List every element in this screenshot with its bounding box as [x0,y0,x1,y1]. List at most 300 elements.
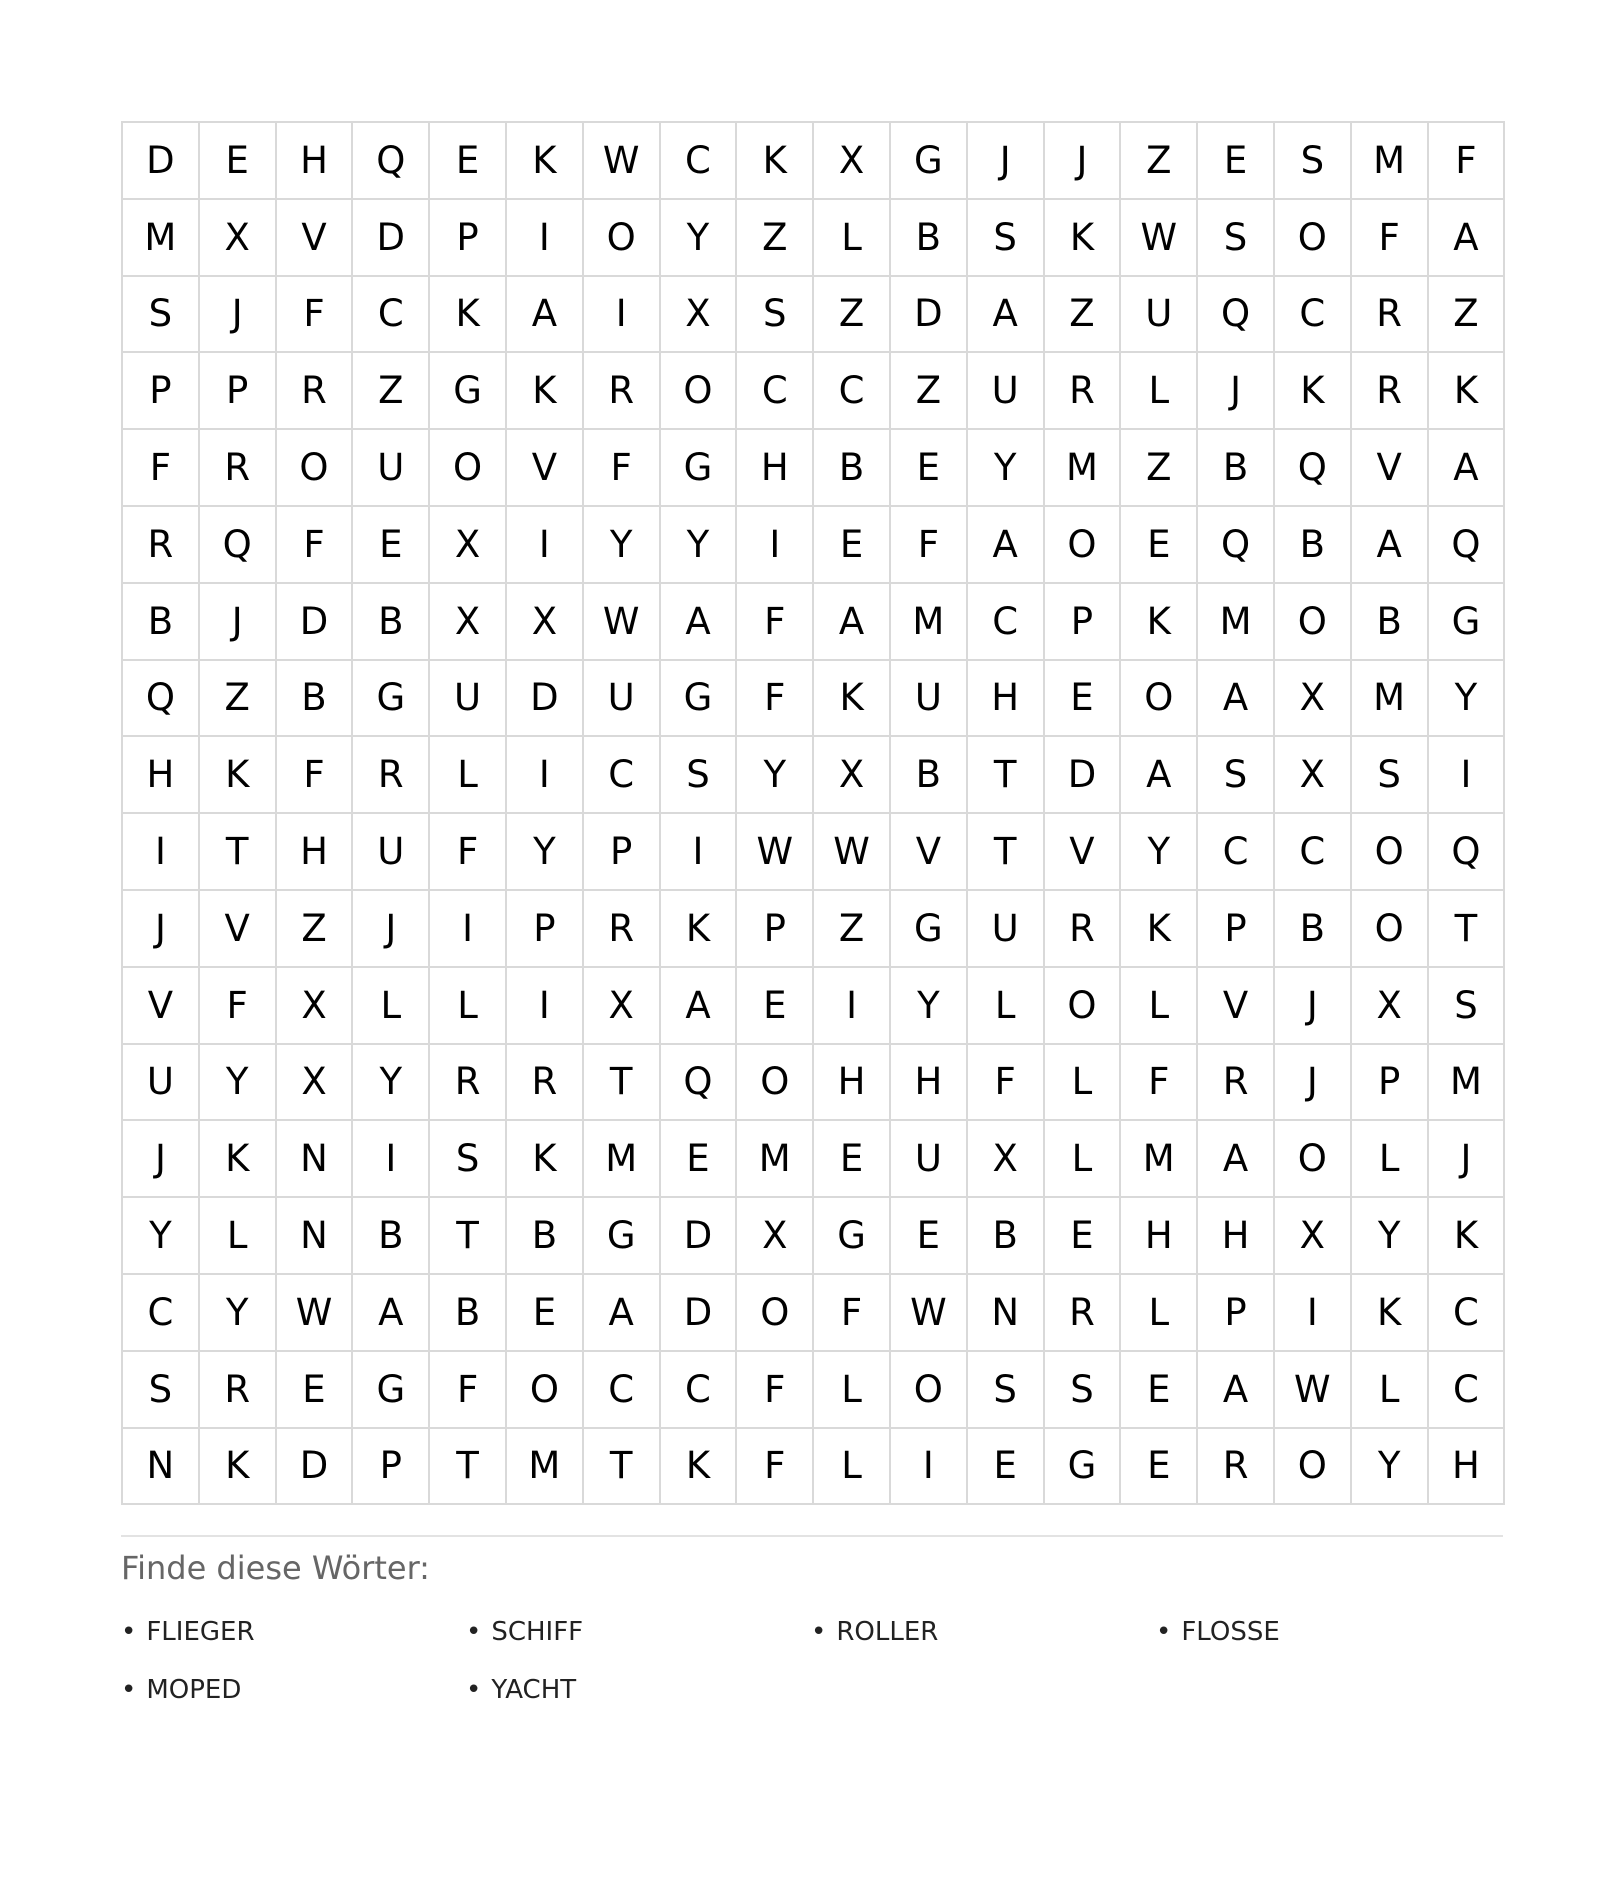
grid-cell[interactable]: F [1429,123,1506,200]
grid-cell[interactable]: E [661,1121,738,1198]
grid-cell[interactable]: E [737,968,814,1045]
grid-cell[interactable]: J [1045,123,1122,200]
grid-cell[interactable]: R [1045,1275,1122,1352]
grid-cell[interactable]: U [891,1121,968,1198]
grid-cell[interactable]: J [1275,968,1352,1045]
grid-cell[interactable]: B [891,737,968,814]
grid-cell[interactable]: Q [1429,507,1506,584]
grid-cell[interactable]: A [1429,430,1506,507]
grid-cell[interactable]: B [123,584,200,661]
grid-cell[interactable]: H [891,1045,968,1122]
grid-cell[interactable]: D [277,584,354,661]
grid-cell[interactable]: J [1198,353,1275,430]
grid-cell[interactable]: K [1045,200,1122,277]
grid-cell[interactable]: F [584,430,661,507]
grid-cell[interactable]: I [507,200,584,277]
grid-cell[interactable]: X [1352,968,1429,1045]
grid-cell[interactable]: H [277,814,354,891]
grid-cell[interactable]: A [661,584,738,661]
grid-cell[interactable]: Z [277,891,354,968]
grid-cell[interactable]: E [277,1352,354,1429]
grid-cell[interactable]: O [661,353,738,430]
grid-cell[interactable]: X [584,968,661,1045]
grid-cell[interactable]: S [123,277,200,354]
grid-cell[interactable]: F [1352,200,1429,277]
grid-cell[interactable]: R [277,353,354,430]
grid-cell[interactable]: T [584,1045,661,1122]
grid-cell[interactable]: C [1275,814,1352,891]
grid-cell[interactable]: J [353,891,430,968]
grid-cell[interactable]: N [123,1429,200,1506]
grid-cell[interactable]: F [277,277,354,354]
grid-cell[interactable]: G [1045,1429,1122,1506]
grid-cell[interactable]: O [1275,584,1352,661]
grid-cell[interactable]: O [1352,814,1429,891]
grid-cell[interactable]: U [123,1045,200,1122]
grid-cell[interactable]: S [1352,737,1429,814]
grid-cell[interactable]: U [891,661,968,738]
grid-cell[interactable]: I [891,1429,968,1506]
grid-cell[interactable]: U [968,891,1045,968]
grid-cell[interactable]: G [353,1352,430,1429]
grid-cell[interactable]: F [277,507,354,584]
grid-cell[interactable]: E [814,1121,891,1198]
grid-cell[interactable]: Q [1429,814,1506,891]
grid-cell[interactable]: R [1198,1045,1275,1122]
grid-cell[interactable]: O [737,1045,814,1122]
grid-cell[interactable]: L [430,737,507,814]
grid-cell[interactable]: C [1198,814,1275,891]
grid-cell[interactable]: J [968,123,1045,200]
grid-cell[interactable]: S [1429,968,1506,1045]
grid-cell[interactable]: C [353,277,430,354]
grid-cell[interactable]: I [814,968,891,1045]
grid-cell[interactable]: L [430,968,507,1045]
grid-cell[interactable]: C [1429,1352,1506,1429]
grid-cell[interactable]: B [1352,584,1429,661]
grid-cell[interactable]: X [1275,1198,1352,1275]
grid-cell[interactable]: P [1198,891,1275,968]
grid-cell[interactable]: Y [200,1275,277,1352]
grid-cell[interactable]: P [200,353,277,430]
grid-cell[interactable]: G [430,353,507,430]
grid-cell[interactable]: T [1429,891,1506,968]
grid-cell[interactable]: V [1352,430,1429,507]
grid-cell[interactable]: K [507,1121,584,1198]
grid-cell[interactable]: A [814,584,891,661]
grid-cell[interactable]: E [814,507,891,584]
grid-cell[interactable]: M [1429,1045,1506,1122]
grid-cell[interactable]: F [737,584,814,661]
grid-cell[interactable]: O [1045,968,1122,1045]
grid-cell[interactable]: L [814,1352,891,1429]
grid-cell[interactable]: Y [661,200,738,277]
grid-cell[interactable]: C [584,1352,661,1429]
grid-cell[interactable]: S [123,1352,200,1429]
grid-cell[interactable]: F [277,737,354,814]
grid-cell[interactable]: Y [661,507,738,584]
grid-cell[interactable]: D [661,1198,738,1275]
grid-cell[interactable]: C [968,584,1045,661]
grid-cell[interactable]: K [661,1429,738,1506]
grid-cell[interactable]: F [968,1045,1045,1122]
grid-cell[interactable]: Y [1352,1198,1429,1275]
grid-cell[interactable]: A [1198,1121,1275,1198]
grid-cell[interactable]: E [1121,1352,1198,1429]
grid-cell[interactable]: P [1352,1045,1429,1122]
grid-cell[interactable]: B [968,1198,1045,1275]
grid-cell[interactable]: K [1275,353,1352,430]
grid-cell[interactable]: C [123,1275,200,1352]
grid-cell[interactable]: U [353,814,430,891]
grid-cell[interactable]: T [430,1198,507,1275]
grid-cell[interactable]: Y [353,1045,430,1122]
grid-cell[interactable]: A [661,968,738,1045]
grid-cell[interactable]: K [661,891,738,968]
grid-cell[interactable]: H [1121,1198,1198,1275]
grid-cell[interactable]: R [200,430,277,507]
grid-cell[interactable]: C [814,353,891,430]
grid-cell[interactable]: B [353,1198,430,1275]
grid-cell[interactable]: M [737,1121,814,1198]
grid-cell[interactable]: Q [200,507,277,584]
grid-cell[interactable]: A [1429,200,1506,277]
grid-cell[interactable]: K [1121,891,1198,968]
grid-cell[interactable]: A [353,1275,430,1352]
grid-cell[interactable]: Y [1352,1429,1429,1506]
grid-cell[interactable]: U [353,430,430,507]
grid-cell[interactable]: I [507,737,584,814]
grid-cell[interactable]: S [1198,200,1275,277]
grid-cell[interactable]: M [123,200,200,277]
grid-cell[interactable]: C [737,353,814,430]
grid-cell[interactable]: A [1121,737,1198,814]
grid-cell[interactable]: F [430,814,507,891]
grid-cell[interactable]: X [507,584,584,661]
grid-cell[interactable]: X [430,584,507,661]
grid-cell[interactable]: I [353,1121,430,1198]
grid-cell[interactable]: W [1275,1352,1352,1429]
grid-cell[interactable]: S [1275,123,1352,200]
grid-cell[interactable]: S [430,1121,507,1198]
grid-cell[interactable]: V [891,814,968,891]
grid-cell[interactable]: R [353,737,430,814]
grid-cell[interactable]: T [968,814,1045,891]
grid-cell[interactable]: F [123,430,200,507]
grid-cell[interactable]: I [430,891,507,968]
grid-cell[interactable]: Y [1429,661,1506,738]
grid-cell[interactable]: A [1198,661,1275,738]
grid-cell[interactable]: E [891,430,968,507]
grid-cell[interactable]: S [968,200,1045,277]
grid-cell[interactable]: Q [1275,430,1352,507]
grid-cell[interactable]: N [277,1121,354,1198]
grid-cell[interactable]: X [814,737,891,814]
grid-cell[interactable]: X [277,1045,354,1122]
grid-cell[interactable]: F [737,1429,814,1506]
grid-cell[interactable]: I [1429,737,1506,814]
grid-cell[interactable]: Z [200,661,277,738]
grid-cell[interactable]: G [661,661,738,738]
grid-cell[interactable]: D [1045,737,1122,814]
grid-cell[interactable]: O [584,200,661,277]
grid-cell[interactable]: K [430,277,507,354]
grid-cell[interactable]: S [737,277,814,354]
grid-cell[interactable]: D [277,1429,354,1506]
grid-cell[interactable]: U [1121,277,1198,354]
grid-cell[interactable]: Y [1121,814,1198,891]
grid-cell[interactable]: E [200,123,277,200]
grid-cell[interactable]: B [1275,891,1352,968]
grid-cell[interactable]: X [1275,737,1352,814]
grid-cell[interactable]: O [1121,661,1198,738]
grid-cell[interactable]: M [891,584,968,661]
grid-cell[interactable]: I [1275,1275,1352,1352]
grid-cell[interactable]: Z [353,353,430,430]
grid-cell[interactable]: K [200,737,277,814]
grid-cell[interactable]: Y [737,737,814,814]
grid-cell[interactable]: M [1352,661,1429,738]
grid-cell[interactable]: G [661,430,738,507]
grid-cell[interactable]: V [123,968,200,1045]
grid-cell[interactable]: V [1198,968,1275,1045]
grid-cell[interactable]: E [353,507,430,584]
grid-cell[interactable]: C [661,1352,738,1429]
grid-cell[interactable]: B [1275,507,1352,584]
grid-cell[interactable]: M [1045,430,1122,507]
grid-cell[interactable]: C [1275,277,1352,354]
grid-cell[interactable]: A [968,507,1045,584]
grid-cell[interactable]: H [277,123,354,200]
grid-cell[interactable]: H [1429,1429,1506,1506]
grid-cell[interactable]: J [1429,1121,1506,1198]
grid-cell[interactable]: E [1121,507,1198,584]
grid-cell[interactable]: A [1352,507,1429,584]
grid-cell[interactable]: Z [1121,430,1198,507]
grid-cell[interactable]: L [1352,1352,1429,1429]
grid-cell[interactable]: Q [123,661,200,738]
grid-cell[interactable]: S [968,1352,1045,1429]
grid-cell[interactable]: R [584,353,661,430]
grid-cell[interactable]: R [1352,277,1429,354]
grid-cell[interactable]: W [277,1275,354,1352]
grid-cell[interactable]: G [891,123,968,200]
grid-cell[interactable]: H [1198,1198,1275,1275]
grid-cell[interactable]: V [507,430,584,507]
grid-cell[interactable]: G [584,1198,661,1275]
grid-cell[interactable]: M [1121,1121,1198,1198]
grid-cell[interactable]: F [891,507,968,584]
grid-cell[interactable]: Y [584,507,661,584]
grid-cell[interactable]: W [584,123,661,200]
grid-cell[interactable]: H [814,1045,891,1122]
grid-cell[interactable]: Z [1045,277,1122,354]
grid-cell[interactable]: L [1121,968,1198,1045]
grid-cell[interactable]: W [1121,200,1198,277]
grid-cell[interactable]: T [430,1429,507,1506]
grid-cell[interactable]: L [814,1429,891,1506]
grid-cell[interactable]: O [891,1352,968,1429]
grid-cell[interactable]: Z [1429,277,1506,354]
grid-cell[interactable]: Q [661,1045,738,1122]
grid-cell[interactable]: R [507,1045,584,1122]
grid-cell[interactable]: Z [891,353,968,430]
grid-cell[interactable]: L [1121,353,1198,430]
grid-cell[interactable]: J [200,584,277,661]
grid-cell[interactable]: L [1045,1121,1122,1198]
grid-cell[interactable]: P [430,200,507,277]
grid-cell[interactable]: R [1198,1429,1275,1506]
grid-cell[interactable]: S [1198,737,1275,814]
grid-cell[interactable]: D [123,123,200,200]
grid-cell[interactable]: X [661,277,738,354]
grid-cell[interactable]: W [737,814,814,891]
grid-cell[interactable]: R [1045,891,1122,968]
grid-cell[interactable]: I [584,277,661,354]
grid-cell[interactable]: A [507,277,584,354]
grid-cell[interactable]: K [1429,1198,1506,1275]
grid-cell[interactable]: F [737,661,814,738]
grid-cell[interactable]: F [200,968,277,1045]
grid-cell[interactable]: E [1198,123,1275,200]
grid-cell[interactable]: K [507,123,584,200]
grid-cell[interactable]: K [1121,584,1198,661]
grid-cell[interactable]: D [353,200,430,277]
grid-cell[interactable]: D [891,277,968,354]
grid-cell[interactable]: P [737,891,814,968]
grid-cell[interactable]: O [1352,891,1429,968]
grid-cell[interactable]: S [661,737,738,814]
grid-cell[interactable]: P [1045,584,1122,661]
grid-cell[interactable]: H [968,661,1045,738]
grid-cell[interactable]: J [200,277,277,354]
grid-cell[interactable]: F [737,1352,814,1429]
grid-cell[interactable]: J [123,891,200,968]
grid-cell[interactable]: H [123,737,200,814]
grid-cell[interactable]: Z [737,200,814,277]
grid-cell[interactable]: B [353,584,430,661]
grid-cell[interactable]: E [1045,1198,1122,1275]
grid-cell[interactable]: O [1275,1121,1352,1198]
grid-cell[interactable]: N [277,1198,354,1275]
grid-cell[interactable]: H [737,430,814,507]
grid-cell[interactable]: B [814,430,891,507]
grid-cell[interactable]: R [1045,353,1122,430]
grid-cell[interactable]: E [968,1429,1045,1506]
grid-cell[interactable]: L [968,968,1045,1045]
grid-cell[interactable]: B [1198,430,1275,507]
grid-cell[interactable]: V [1045,814,1122,891]
grid-cell[interactable]: L [814,200,891,277]
grid-cell[interactable]: U [968,353,1045,430]
grid-cell[interactable]: E [507,1275,584,1352]
grid-cell[interactable]: B [891,200,968,277]
grid-cell[interactable]: I [507,968,584,1045]
grid-cell[interactable]: P [507,891,584,968]
grid-cell[interactable]: X [1275,661,1352,738]
grid-cell[interactable]: Q [1198,507,1275,584]
grid-cell[interactable]: O [1275,200,1352,277]
grid-cell[interactable]: Y [968,430,1045,507]
grid-cell[interactable]: K [200,1429,277,1506]
grid-cell[interactable]: L [1121,1275,1198,1352]
grid-cell[interactable]: X [430,507,507,584]
grid-cell[interactable]: Y [891,968,968,1045]
grid-cell[interactable]: K [737,123,814,200]
grid-cell[interactable]: E [1121,1429,1198,1506]
grid-cell[interactable]: C [661,123,738,200]
grid-cell[interactable]: Y [123,1198,200,1275]
grid-cell[interactable]: P [123,353,200,430]
grid-cell[interactable]: X [968,1121,1045,1198]
grid-cell[interactable]: E [430,123,507,200]
grid-cell[interactable]: G [814,1198,891,1275]
grid-cell[interactable]: A [968,277,1045,354]
grid-cell[interactable]: F [430,1352,507,1429]
grid-cell[interactable]: G [353,661,430,738]
grid-cell[interactable]: K [200,1121,277,1198]
grid-cell[interactable]: C [584,737,661,814]
grid-cell[interactable]: R [200,1352,277,1429]
grid-cell[interactable]: N [968,1275,1045,1352]
grid-cell[interactable]: Q [1198,277,1275,354]
grid-cell[interactable]: W [814,814,891,891]
grid-cell[interactable]: W [584,584,661,661]
grid-cell[interactable]: X [200,200,277,277]
grid-cell[interactable]: M [584,1121,661,1198]
grid-cell[interactable]: X [277,968,354,1045]
grid-cell[interactable]: K [1352,1275,1429,1352]
grid-cell[interactable]: Y [200,1045,277,1122]
grid-cell[interactable]: R [1352,353,1429,430]
grid-cell[interactable]: E [1045,661,1122,738]
grid-cell[interactable]: I [661,814,738,891]
grid-cell[interactable]: A [584,1275,661,1352]
grid-cell[interactable]: Z [1121,123,1198,200]
grid-cell[interactable]: C [1429,1275,1506,1352]
grid-cell[interactable]: Q [353,123,430,200]
grid-cell[interactable]: L [353,968,430,1045]
grid-cell[interactable]: K [507,353,584,430]
grid-cell[interactable]: B [277,661,354,738]
grid-cell[interactable]: T [584,1429,661,1506]
grid-cell[interactable]: O [430,430,507,507]
grid-cell[interactable]: P [1198,1275,1275,1352]
grid-cell[interactable]: D [661,1275,738,1352]
grid-cell[interactable]: Z [814,891,891,968]
grid-cell[interactable]: Y [507,814,584,891]
grid-cell[interactable]: O [507,1352,584,1429]
grid-cell[interactable]: X [737,1198,814,1275]
grid-cell[interactable]: T [968,737,1045,814]
grid-cell[interactable]: W [891,1275,968,1352]
grid-cell[interactable]: G [891,891,968,968]
grid-cell[interactable]: D [507,661,584,738]
grid-cell[interactable]: O [737,1275,814,1352]
grid-cell[interactable]: T [200,814,277,891]
grid-cell[interactable]: J [1275,1045,1352,1122]
grid-cell[interactable]: F [814,1275,891,1352]
grid-cell[interactable]: O [277,430,354,507]
grid-cell[interactable]: A [1198,1352,1275,1429]
grid-cell[interactable]: U [430,661,507,738]
grid-cell[interactable]: M [507,1429,584,1506]
grid-cell[interactable]: V [277,200,354,277]
grid-cell[interactable]: B [430,1275,507,1352]
grid-cell[interactable]: O [1275,1429,1352,1506]
grid-cell[interactable]: K [1429,353,1506,430]
grid-cell[interactable]: R [123,507,200,584]
